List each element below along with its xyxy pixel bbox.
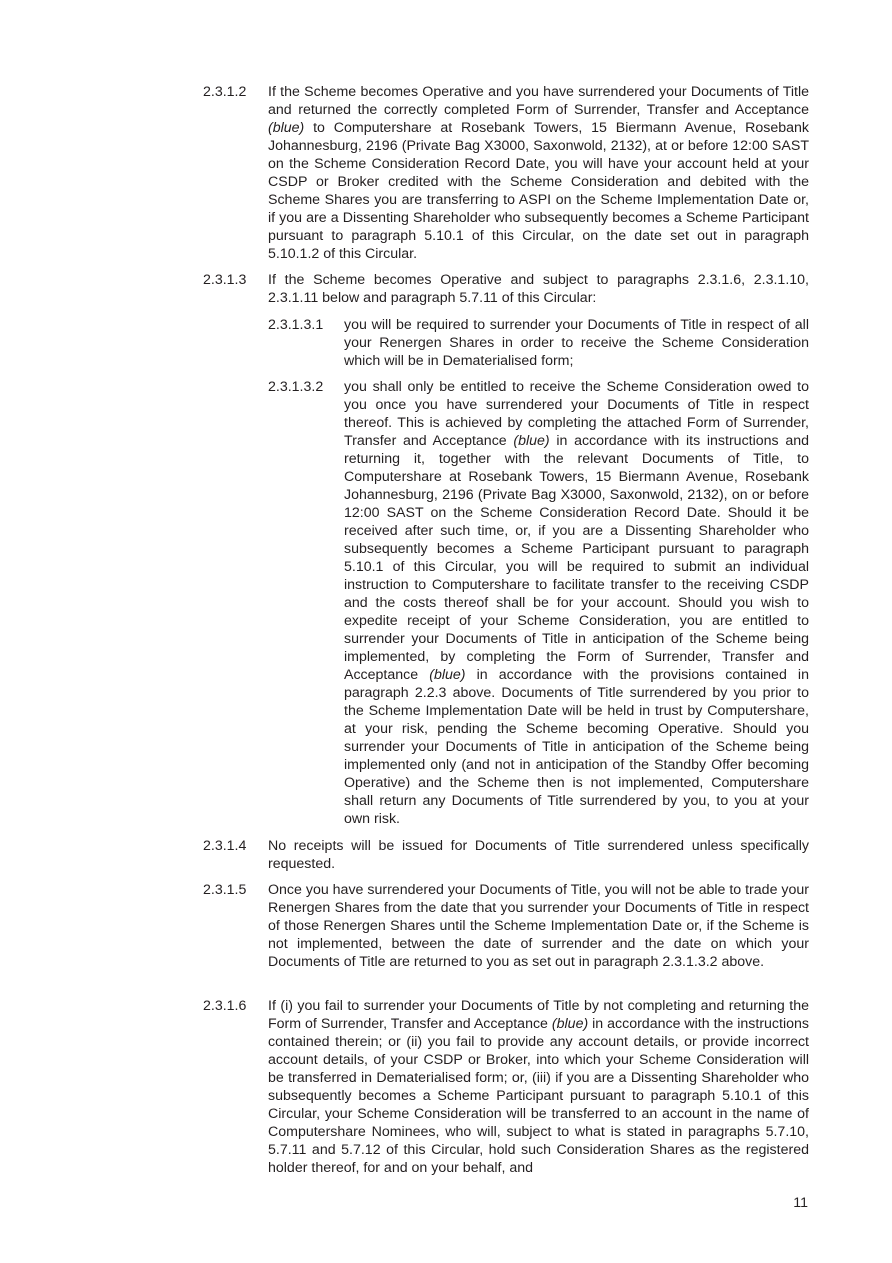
clause-number: 2.3.1.3 [203, 272, 247, 288]
clause-number: 2.3.1.3.2 [268, 379, 324, 395]
clause-2-3-1-5 [203, 881, 809, 989]
clause-text: you shall only be entitled to receive the Scheme Consideration owed to you once you have surrendered your Documents of Title in respect thereof. This is achieved by completing the attached Form of Surrender, Transfer and Acceptance (blue) in accordance with its instructions and returning it, together with the relevant Documents of Title, to Computershare at Rosebank Towers, 15 Biermann Avenue, Rosebank Johannesburg, 2196 (Private Bag X3000, Saxonwold, 2132), on or before 12:00 SAST on the Scheme Consideration Record Date. Should it be received after such time, or, if you are a Dissenting Shareholder who subsequently becomes a Scheme Participant pursuant to paragraph 5.10.1 of this Circular, you will be required to submit an individual instruction to Computershare to facilitate transfer to the receiving CSDP and the costs thereof shall be for your account. Should you wish to expedite receipt of your Scheme Consideration, you are entitled to surrender your Documents of Title in anticipation of the Scheme being implemented, by completing the Form of Surrender, Transfer and Acceptance (blue) in accordance with the provisions contained in paragraph 2.2.3 above. Documents of Title surrendered by you prior to the Scheme Implementation Date will be held in trust by Computershare, at your risk, pending the Scheme becoming Operative. Should you surrender your Documents of Title in anticipation of the Scheme being implemented only (and not in anticipation of the Standby Offer becoming Operative) and the Scheme then is not implemented, Computershare shall return any Documents of Title surrendered by you, to you at your own risk. [344, 379, 809, 827]
clause-number: 2.3.1.4 [203, 838, 247, 854]
clause-text: No receipts will be issued for Documents of Title surrendered unless specifically requested. [268, 838, 809, 872]
clause-text: you will be required to surrender your Documents of Title in respect of all your Renergen Shares in order to receive the Scheme Consideration which will be in Dematerialised form; [344, 317, 809, 369]
clause-2-3-1-4 [203, 837, 809, 873]
clause-2-3-1-3 [203, 271, 809, 307]
clause-2-3-1-2 [203, 83, 809, 263]
clause-number: 2.3.1.5 [203, 882, 247, 898]
clause-text: If the Scheme becomes Operative and you have surrendered your Documents of Title and returned the correctly completed Form of Surrender, Transfer and Acceptance (blue) to Computershare at Rosebank Towers, 15 Biermann Avenue, Rosebank Johannesburg, 2196 (Private Bag X3000, Saxonwold, 2132), at or before 12:00 SAST on the Scheme Consideration Record Date, you will have your account held at your CSDP or Broker credited with the Scheme Consideration and debited with the Scheme Shares you are transferring to ASPI on the Scheme Implementation Date or, if you are a Dissenting Shareholder who subsequently becomes a Scheme Participant pursuant to paragraph 5.10.1 of this Circular, on the date set out in paragraph 5.10.1.2 of this Circular. [268, 84, 809, 262]
clause-number: 2.3.1.6 [203, 998, 247, 1014]
clause-2-3-1-3-1 [268, 316, 809, 370]
clause-number: 2.3.1.2 [203, 84, 247, 100]
clause-2-3-1-3-2 [268, 378, 809, 828]
clause-number: 2.3.1.3.1 [268, 317, 324, 333]
clause-2-3-1-6 [203, 997, 809, 1177]
clause-text: If (i) you fail to surrender your Documents of Title by not completing and returning the Form of Surrender, Transfer and Acceptance (blue) in accordance with the instructions contained therein; or (ii) you fail to provide any account details, or provide incorrect account details, of your CSDP or Broker, into which your Scheme Consideration will be transferred in Dematerialised form; or, (iii) if you are a Dissenting Shareholder who subsequently becomes a Scheme Participant pursuant to paragraph 5.10.1 of this Circular, your Scheme Consideration will be transferred to an account in the name of Computershare Nominees, who will, subject to what is stated in paragraphs 5.7.10, 5.7.11 and 5.7.12 of this Circular, hold such Consideration Shares as the registered holder thereof, for and on your behalf, and [268, 998, 809, 1176]
clause-text: If the Scheme becomes Operative and subject to paragraphs 2.3.1.6, 2.3.1.10, 2.3.1.11 below and paragraph 5.7.11 of this Circular: [268, 272, 809, 306]
clause-text: Once you have surrendered your Documents of Title, you will not be able to trade your Renergen Shares from the date that you surrender your Documents of Title in respect of those Renergen Shares until the Scheme Implementation Date or, if the Scheme is not implemented, between the date of surrender and the date on which your Documents of Title are returned to you as set out in paragraph 2.3.1.3.2 above. [268, 882, 809, 970]
page-number: 11 [793, 1195, 808, 1211]
